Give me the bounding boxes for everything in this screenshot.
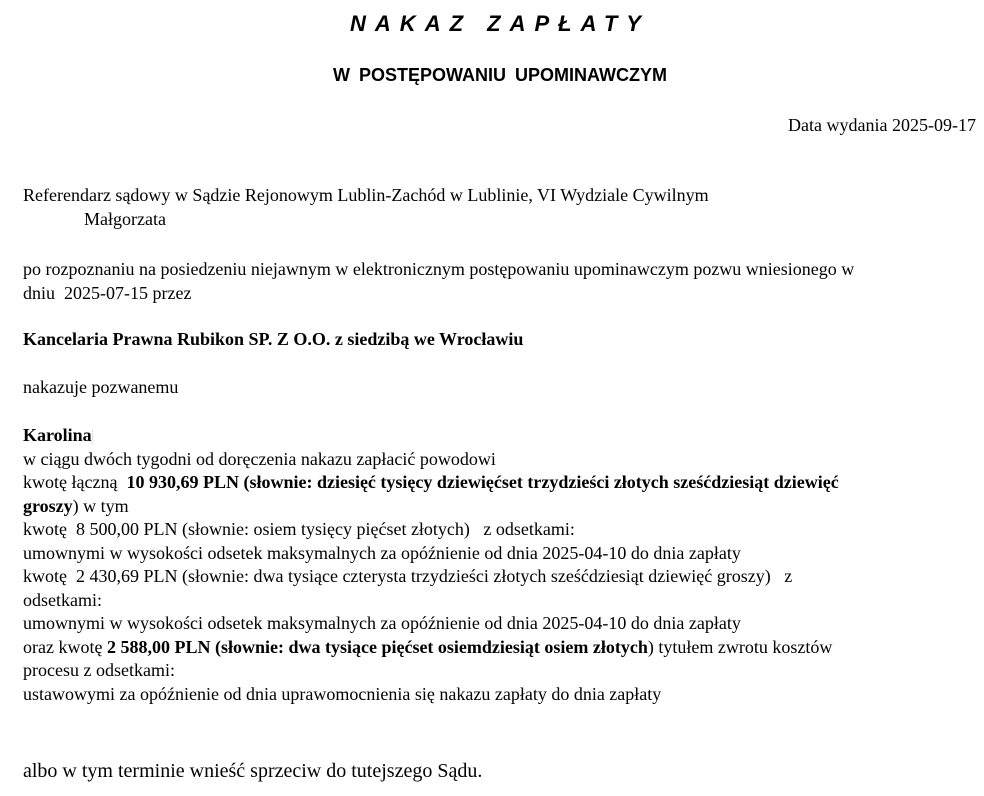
closing-statement: albo w tym terminie wnieść sprzeciw do tutejszego Sądu. [23,760,483,782]
defendant-first-name: Karolina [23,425,92,445]
clerk-name [23,208,978,232]
item2-line: kwotę 2 430,69 PLN (słownie: dwa tysiące czterysta trzydzieści złotych sześćdziesiąt dziewięć groszy) z [23,566,793,586]
issue-date [788,113,976,137]
clerk-first-name: Małgorzata [84,208,166,229]
costs-line-cont: procesu z odsetkami: [23,660,175,680]
total-amount-cont: groszy [23,495,73,516]
redacted-surname [92,430,99,444]
plaintiff-name: Kancelaria Prawna Rubikon SP. Z O.O. z siedzibą we Wrocławiu [23,329,524,349]
redacted-surname [166,213,386,227]
item1-interest: umownymi w wysokości odsetek maksymalnych za opóźnienie od dnia 2025-04-10 do dnia zapłaty [23,542,741,563]
court-line: Referendarz sądowy w Sądzie Rejonowym Lublin-Zachód w Lublinie, VI Wydziale Cywilnym [23,185,709,205]
total-prefix: kwotę łączną [23,472,122,492]
item2-line-cont: odsetkami: [23,589,102,610]
issue-date-value: 2025-09-17 [892,115,976,135]
payment-term: w ciągu dwóch tygodni od doręczenia nakazu zapłacić powodowi [23,448,496,469]
total-amount: 10 930,69 PLN (słownie: dziesięć tysięcy dziewięćset trzydzieści złotych sześćdziesiąt dziewięć [126,472,839,492]
court-section [23,184,978,231]
order-intro: nakazuje pozwanemu [23,377,179,397]
item2-interest: umownymi w wysokości odsetek maksymalnych za opóźnienie od dnia 2025-04-10 do dnia zapłaty [23,613,741,633]
costs-suffix: ) tytułem zwrotu kosztów [647,636,833,657]
document-subtitle: W POSTĘPOWANIU UPOMINAWCZYM [333,65,667,85]
document-title: NAKAZ ZAPŁATY [350,11,650,36]
total-amount-line-cont [23,495,978,519]
procedure-section [23,258,978,305]
total-amount-line [23,471,978,495]
costs-line [23,636,978,660]
total-suffix: ) w tym [72,495,129,516]
issue-date-label: Data wydania [788,115,888,135]
defendant-name [23,424,978,448]
procedure-line-2: dniu 2025-07-15 przez [23,282,192,303]
order-section [23,424,978,706]
costs-amount: 2 588,00 PLN (słownie: dwa tysiące pięćset osiemdziesiąt osiem złotych [106,636,648,657]
procedure-line-1: po rozpoznaniu na posiedzeniu niejawnym w elektronicznym postępowaniu upominawczym pozwu wniesionego w [23,259,855,279]
item1-line: kwotę 8 500,00 PLN (słownie: osiem tysięcy pięćset złotych) z odsetkami: [23,519,575,539]
costs-prefix: oraz kwotę [23,636,107,657]
costs-interest: ustawowymi za opóźnienie od dnia uprawomocnienia się nakazu zapłaty do dnia zapłaty [23,683,662,704]
